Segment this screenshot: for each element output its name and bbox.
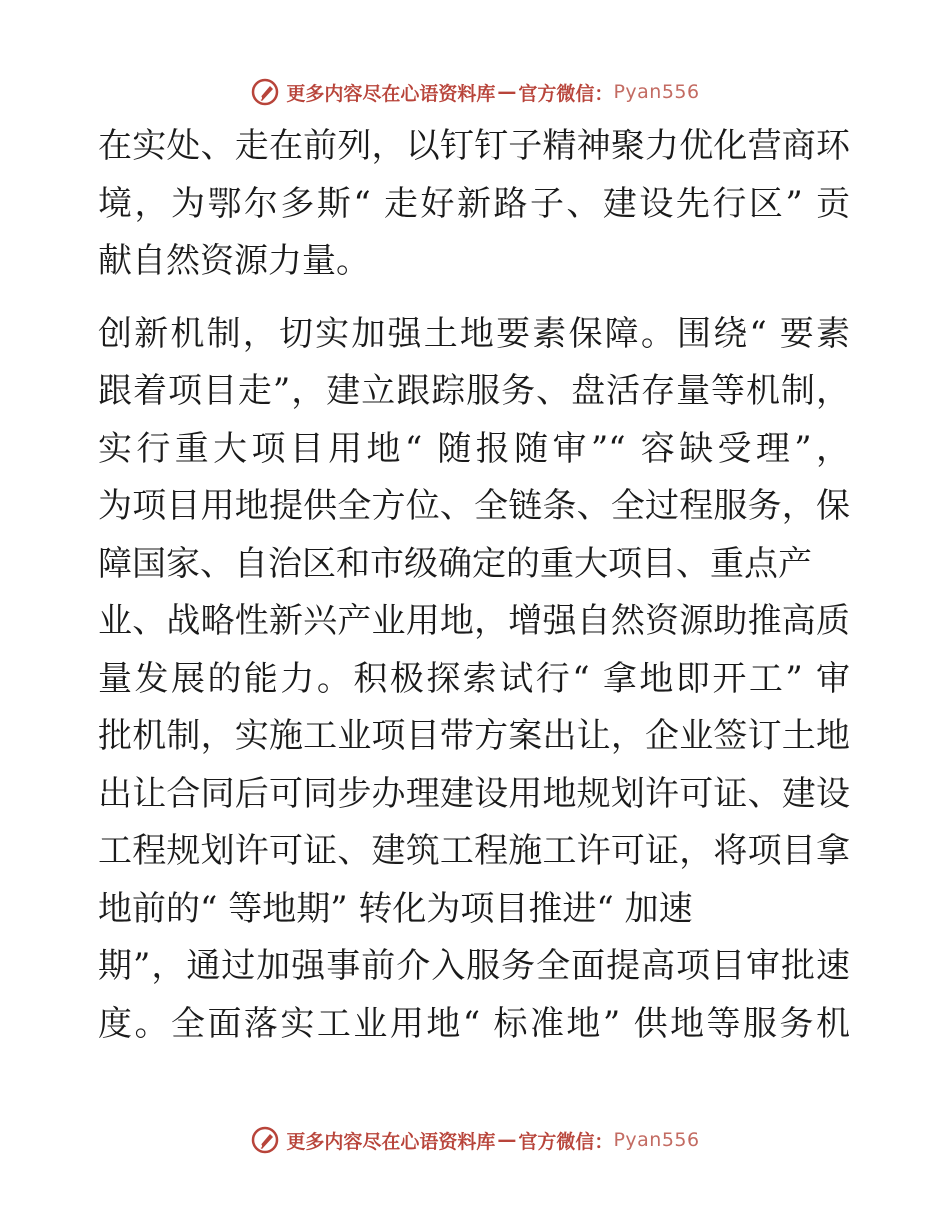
text-line: 地前的“ 等地期” 转化为项目推进“ 加速 — [98, 888, 693, 929]
watermark-dash: — — [497, 81, 517, 103]
text-line: 在实处、走在前列，以钉钉子精神聚力优化营商环 — [98, 126, 850, 166]
text-line: 量发展的能力。积极探索试行“ 拿地即开工” 审 — [98, 658, 850, 699]
text-line: 创新机制，切实加强土地要素保障。围绕“ 要素 — [98, 313, 850, 354]
text-line: 工程规划许可证、建筑工程施工许可证，将项目拿 — [98, 831, 850, 871]
watermark-label: 官方微信： — [518, 1130, 614, 1153]
document-body — [98, 118, 850, 1053]
text-line: 度。全面落实工业用地“ 标准地” 供地等服务机 — [98, 1003, 850, 1044]
paragraph-2 — [98, 306, 850, 1054]
text-line: 期”，通过加强事前介入服务全面提高项目审批速 — [98, 946, 850, 986]
text-line: 跟着项目走”，建立跟踪服务、盘活存量等机制， — [98, 371, 850, 411]
header-watermark — [0, 72, 950, 112]
watermark-main-text: 更多内容尽在心语资料库 — [286, 1130, 496, 1153]
footer-watermark — [0, 1120, 950, 1160]
text-line: 实行重大项目用地“ 随报随审”“ 容缺受理”， — [98, 428, 850, 469]
text-line: 业、战略性新兴产业用地，增强自然资源助推高质 — [98, 601, 850, 641]
text-line: 为项目用地提供全方位、全链条、全过程服务，保 — [98, 486, 850, 526]
pen-circle-logo-icon — [250, 1125, 280, 1155]
pen-circle-logo-icon — [250, 77, 280, 107]
text-line: 境，为鄂尔多斯“ 走好新路子、建设先行区” 贡 — [98, 183, 850, 224]
watermark-id: Pyan556 — [613, 81, 700, 103]
text-line: 出让合同后可同步办理建设用地规划许可证、建设 — [98, 773, 850, 814]
watermark-main-text: 更多内容尽在心语资料库 — [286, 82, 496, 105]
watermark-dash: — — [497, 1129, 517, 1151]
paragraph-1 — [98, 118, 850, 291]
text-line: 批机制，实施工业项目带方案出让，企业签订土地 — [98, 716, 850, 756]
watermark-label: 官方微信： — [518, 82, 614, 105]
watermark-id: Pyan556 — [613, 1129, 700, 1151]
text-line: 障国家、自治区和市级确定的重大项目、重点产 — [98, 543, 812, 584]
text-line: 献自然资源力量。 — [98, 241, 370, 281]
